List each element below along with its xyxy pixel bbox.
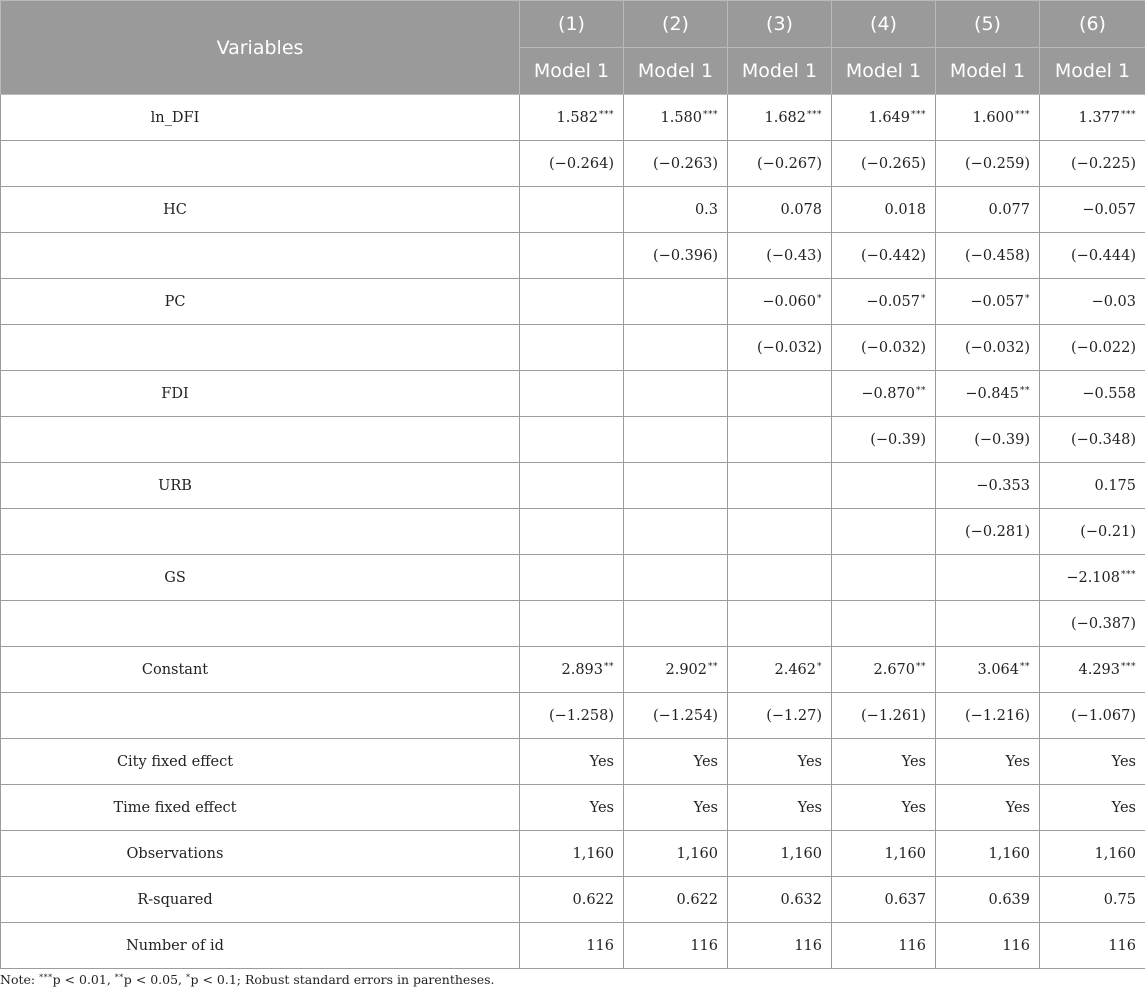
coefficient-cell xyxy=(728,417,832,463)
coefficient-cell xyxy=(728,693,832,739)
cell-value: 0.639 xyxy=(988,891,1030,908)
cell-value: (−1.261) xyxy=(861,707,926,724)
cell-value: −0.558 xyxy=(1082,385,1136,402)
cell-value: (−0.032) xyxy=(965,339,1030,356)
cell-value: 116 xyxy=(1002,937,1030,954)
coefficient-cell xyxy=(728,877,832,923)
coefficient-cell xyxy=(728,463,832,509)
significance-stars: ** xyxy=(1020,385,1030,396)
variable-label xyxy=(1,325,520,371)
coefficient-cell xyxy=(1040,141,1145,187)
cell-value: 0.078 xyxy=(780,201,822,218)
coefficient-cell xyxy=(1040,325,1145,371)
cell-value: 0.75 xyxy=(1103,891,1136,908)
coefficient-cell xyxy=(936,601,1040,647)
coefficient-cell xyxy=(832,417,936,463)
coefficient-cell xyxy=(936,233,1040,279)
coefficient-cell xyxy=(936,371,1040,417)
coefficient-cell xyxy=(520,601,624,647)
coefficient-cell xyxy=(936,555,1040,601)
coefficient-cell xyxy=(936,279,1040,325)
cell-value: 0.622 xyxy=(572,891,614,908)
table-row xyxy=(1,923,1145,969)
variable-label: GS xyxy=(1,555,520,601)
cell-value: 116 xyxy=(586,937,614,954)
significance-stars: *** xyxy=(1121,569,1136,580)
coefficient-cell xyxy=(624,233,728,279)
cell-value: (−0.39) xyxy=(870,431,926,448)
coefficient-cell xyxy=(624,279,728,325)
cell-value: −0.03 xyxy=(1091,293,1136,310)
coefficient-cell xyxy=(832,877,936,923)
column-number-header: (6) xyxy=(1040,1,1145,48)
column-number-header: (3) xyxy=(728,1,832,48)
cell-value: (−0.263) xyxy=(653,155,718,172)
coefficient-cell xyxy=(1040,785,1145,831)
cell-value: 116 xyxy=(690,937,718,954)
significance-stars: *** xyxy=(1015,109,1030,120)
header-row-columns xyxy=(1,1,1145,48)
coefficient-cell xyxy=(832,279,936,325)
cell-value: 0.175 xyxy=(1094,477,1136,494)
significance-stars: * xyxy=(817,293,822,304)
variable-label xyxy=(1,693,520,739)
cell-value: (−1.258) xyxy=(549,707,614,724)
significance-stars: *** xyxy=(599,109,614,120)
coefficient-cell xyxy=(936,923,1040,969)
table-row xyxy=(1,739,1145,785)
cell-value: Yes xyxy=(1005,753,1030,770)
coefficient-cell xyxy=(624,831,728,877)
table-row xyxy=(1,279,1145,325)
significance-stars: *** xyxy=(1121,109,1136,120)
coefficient-cell xyxy=(624,785,728,831)
cell-value: Yes xyxy=(901,753,926,770)
variable-label: HC xyxy=(1,187,520,233)
coefficient-cell xyxy=(1040,647,1145,693)
coefficient-cell xyxy=(936,509,1040,555)
variable-label: URB xyxy=(1,463,520,509)
column-number-header: (1) xyxy=(520,1,624,48)
cell-value: 1.682 xyxy=(764,109,806,126)
coefficient-cell xyxy=(936,95,1040,141)
coefficient-cell xyxy=(520,693,624,739)
variables-header: Variables xyxy=(1,1,520,95)
variable-label: ln_DFI xyxy=(1,95,520,141)
coefficient-cell xyxy=(520,371,624,417)
table-row xyxy=(1,877,1145,923)
coefficient-cell xyxy=(832,739,936,785)
coefficient-cell xyxy=(1040,279,1145,325)
coefficient-cell xyxy=(832,95,936,141)
cell-value: (−0.032) xyxy=(861,339,926,356)
cell-value: −0.057 xyxy=(1082,201,1136,218)
coefficient-cell xyxy=(520,647,624,693)
cell-value: (−0.264) xyxy=(549,155,614,172)
coefficient-cell xyxy=(936,877,1040,923)
coefficient-cell xyxy=(624,95,728,141)
coefficient-cell xyxy=(832,693,936,739)
coefficient-cell xyxy=(624,555,728,601)
coefficient-cell xyxy=(936,785,1040,831)
model-header: Model 1 xyxy=(936,48,1040,95)
cell-value: 2.893 xyxy=(561,661,603,678)
coefficient-cell xyxy=(1040,877,1145,923)
coefficient-cell xyxy=(1040,739,1145,785)
coefficient-cell xyxy=(520,877,624,923)
cell-value: (−0.444) xyxy=(1071,247,1136,264)
table-row xyxy=(1,187,1145,233)
table-row xyxy=(1,371,1145,417)
table-row xyxy=(1,325,1145,371)
variable-label: R-squared xyxy=(1,877,520,923)
table-row xyxy=(1,463,1145,509)
cell-value: −0.870 xyxy=(861,385,915,402)
coefficient-cell xyxy=(832,371,936,417)
coefficient-cell xyxy=(728,233,832,279)
coefficient-cell xyxy=(520,233,624,279)
variable-label: Constant xyxy=(1,647,520,693)
coefficient-cell xyxy=(624,463,728,509)
model-header: Model 1 xyxy=(728,48,832,95)
coefficient-cell xyxy=(936,417,1040,463)
table-row xyxy=(1,555,1145,601)
coefficient-cell xyxy=(624,417,728,463)
cell-value: (−1.27) xyxy=(766,707,822,724)
coefficient-cell xyxy=(1040,555,1145,601)
table-row xyxy=(1,785,1145,831)
significance-stars: *** xyxy=(703,109,718,120)
table-row xyxy=(1,647,1145,693)
coefficient-cell xyxy=(832,647,936,693)
cell-value: 0.018 xyxy=(884,201,926,218)
cell-value: 1,160 xyxy=(780,845,822,862)
coefficient-cell xyxy=(520,325,624,371)
variable-label: PC xyxy=(1,279,520,325)
coefficient-cell xyxy=(1040,417,1145,463)
coefficient-cell xyxy=(1040,831,1145,877)
coefficient-cell xyxy=(520,785,624,831)
cell-value: 1,160 xyxy=(676,845,718,862)
significance-stars: ** xyxy=(708,661,718,672)
cell-value: Yes xyxy=(797,799,822,816)
coefficient-cell xyxy=(728,371,832,417)
coefficient-cell xyxy=(728,187,832,233)
cell-value: Yes xyxy=(589,753,614,770)
table-row xyxy=(1,141,1145,187)
table-row xyxy=(1,233,1145,279)
coefficient-cell xyxy=(1040,371,1145,417)
variable-label xyxy=(1,417,520,463)
cell-value: 1.649 xyxy=(868,109,910,126)
cell-value: −0.057 xyxy=(970,293,1024,310)
cell-value: (−0.259) xyxy=(965,155,1030,172)
cell-value: Yes xyxy=(1111,799,1136,816)
variable-label xyxy=(1,601,520,647)
coefficient-cell xyxy=(728,95,832,141)
coefficient-cell xyxy=(1040,693,1145,739)
coefficient-cell xyxy=(1040,601,1145,647)
significance-marker: * xyxy=(185,973,191,982)
table-row xyxy=(1,693,1145,739)
significance-stars: ** xyxy=(1020,661,1030,672)
cell-value: −0.057 xyxy=(866,293,920,310)
cell-value: 0.637 xyxy=(884,891,926,908)
coefficient-cell xyxy=(1040,463,1145,509)
note-text: p < 0.1; Robust standard errors in parentheses. xyxy=(190,972,495,987)
cell-value: −0.353 xyxy=(976,477,1030,494)
variable-label xyxy=(1,509,520,555)
variable-label: FDI xyxy=(1,371,520,417)
coefficient-cell xyxy=(624,371,728,417)
note-text: p < 0.05, xyxy=(123,972,186,987)
coefficient-cell xyxy=(728,141,832,187)
coefficient-cell xyxy=(728,279,832,325)
table-row xyxy=(1,831,1145,877)
variable-label xyxy=(1,141,520,187)
cell-value: (−0.387) xyxy=(1071,615,1136,632)
column-number-header: (2) xyxy=(624,1,728,48)
significance-stars: *** xyxy=(1121,661,1136,672)
coefficient-cell xyxy=(1040,509,1145,555)
column-number-header: (5) xyxy=(936,1,1040,48)
coefficient-cell xyxy=(936,187,1040,233)
cell-value: 2.670 xyxy=(873,661,915,678)
table-body xyxy=(1,95,1145,969)
coefficient-cell xyxy=(832,509,936,555)
note-text: p < 0.01, xyxy=(52,972,115,987)
cell-value: Yes xyxy=(1005,799,1030,816)
cell-value: 116 xyxy=(898,937,926,954)
cell-value: 116 xyxy=(1108,937,1136,954)
significance-stars: * xyxy=(921,293,926,304)
coefficient-cell xyxy=(728,555,832,601)
model-header: Model 1 xyxy=(1040,48,1145,95)
cell-value: (−1.216) xyxy=(965,707,1030,724)
cell-value: (−0.265) xyxy=(861,155,926,172)
significance-marker: ** xyxy=(114,973,124,982)
note-prefix: Note: xyxy=(0,972,40,987)
cell-value: 1.600 xyxy=(972,109,1014,126)
table-row xyxy=(1,509,1145,555)
coefficient-cell xyxy=(728,601,832,647)
coefficient-cell xyxy=(624,647,728,693)
variable-label: City fixed effect xyxy=(1,739,520,785)
model-header: Model 1 xyxy=(624,48,728,95)
cell-value: 1.580 xyxy=(660,109,702,126)
cell-value: 2.902 xyxy=(665,661,707,678)
coefficient-cell xyxy=(520,95,624,141)
cell-value: (−0.032) xyxy=(757,339,822,356)
variable-label: Number of id xyxy=(1,923,520,969)
cell-value: Yes xyxy=(797,753,822,770)
cell-value: Yes xyxy=(1111,753,1136,770)
cell-value: Yes xyxy=(901,799,926,816)
model-header: Model 1 xyxy=(520,48,624,95)
cell-value: 0.077 xyxy=(988,201,1030,218)
cell-value: (−1.067) xyxy=(1071,707,1136,724)
coefficient-cell xyxy=(520,417,624,463)
coefficient-cell xyxy=(728,509,832,555)
coefficient-cell xyxy=(1040,233,1145,279)
coefficient-cell xyxy=(832,831,936,877)
coefficient-cell xyxy=(728,923,832,969)
cell-value: (−0.43) xyxy=(766,247,822,264)
significance-stars: * xyxy=(1025,293,1030,304)
coefficient-cell xyxy=(520,509,624,555)
coefficient-cell xyxy=(624,739,728,785)
cell-value: (−1.254) xyxy=(653,707,718,724)
significance-stars: * xyxy=(817,661,822,672)
coefficient-cell xyxy=(832,141,936,187)
table-row xyxy=(1,417,1145,463)
cell-value: 2.462 xyxy=(774,661,816,678)
table-header xyxy=(1,1,1145,95)
coefficient-cell xyxy=(624,141,728,187)
coefficient-cell xyxy=(728,785,832,831)
coefficient-cell xyxy=(520,923,624,969)
cell-value: Yes xyxy=(693,799,718,816)
cell-value: (−0.225) xyxy=(1071,155,1136,172)
coefficient-cell xyxy=(936,831,1040,877)
coefficient-cell xyxy=(520,279,624,325)
table-note xyxy=(0,972,495,987)
coefficient-cell xyxy=(1040,95,1145,141)
cell-value: 1,160 xyxy=(884,845,926,862)
coefficient-cell xyxy=(728,831,832,877)
coefficient-cell xyxy=(520,141,624,187)
coefficient-cell xyxy=(728,739,832,785)
coefficient-cell xyxy=(624,877,728,923)
cell-value: (−0.281) xyxy=(965,523,1030,540)
significance-stars: *** xyxy=(911,109,926,120)
coefficient-cell xyxy=(832,601,936,647)
cell-value: 0.3 xyxy=(694,201,718,218)
variable-label: Observations xyxy=(1,831,520,877)
significance-stars: *** xyxy=(807,109,822,120)
coefficient-cell xyxy=(520,831,624,877)
coefficient-cell xyxy=(936,325,1040,371)
coefficient-cell xyxy=(624,923,728,969)
significance-stars: ** xyxy=(916,385,926,396)
model-header: Model 1 xyxy=(832,48,936,95)
coefficient-cell xyxy=(624,693,728,739)
coefficient-cell xyxy=(1040,187,1145,233)
coefficient-cell xyxy=(520,739,624,785)
cell-value: (−0.39) xyxy=(974,431,1030,448)
coefficient-cell xyxy=(520,187,624,233)
coefficient-cell xyxy=(624,187,728,233)
coefficient-cell xyxy=(624,509,728,555)
coefficient-cell xyxy=(520,555,624,601)
coefficient-cell xyxy=(624,325,728,371)
coefficient-cell xyxy=(936,141,1040,187)
coefficient-cell xyxy=(624,601,728,647)
coefficient-cell xyxy=(1040,923,1145,969)
significance-marker: *** xyxy=(39,973,53,982)
cell-value: (−0.348) xyxy=(1071,431,1136,448)
cell-value: −0.845 xyxy=(965,385,1019,402)
cell-value: (−0.21) xyxy=(1080,523,1136,540)
cell-value: 1.377 xyxy=(1078,109,1120,126)
cell-value: 3.064 xyxy=(977,661,1019,678)
variable-label: Time fixed effect xyxy=(1,785,520,831)
cell-value: 4.293 xyxy=(1078,661,1120,678)
cell-value: 1.582 xyxy=(556,109,598,126)
coefficient-cell xyxy=(832,555,936,601)
coefficient-cell xyxy=(832,463,936,509)
cell-value: −2.108 xyxy=(1066,569,1120,586)
cell-value: (−0.396) xyxy=(653,247,718,264)
coefficient-cell xyxy=(936,647,1040,693)
table-row xyxy=(1,601,1145,647)
coefficient-cell xyxy=(832,923,936,969)
cell-value: Yes xyxy=(693,753,718,770)
coefficient-cell xyxy=(728,325,832,371)
cell-value: 1,160 xyxy=(1094,845,1136,862)
cell-value: 0.632 xyxy=(780,891,822,908)
table-row xyxy=(1,95,1145,141)
cell-value: (−0.442) xyxy=(861,247,926,264)
variable-label xyxy=(1,233,520,279)
cell-value: 1,160 xyxy=(988,845,1030,862)
column-number-header: (4) xyxy=(832,1,936,48)
cell-value: 1,160 xyxy=(572,845,614,862)
cell-value: 0.622 xyxy=(676,891,718,908)
coefficient-cell xyxy=(832,233,936,279)
cell-value: (−0.267) xyxy=(757,155,822,172)
cell-value: (−0.022) xyxy=(1071,339,1136,356)
significance-stars: ** xyxy=(916,661,926,672)
coefficient-cell xyxy=(520,463,624,509)
cell-value: Yes xyxy=(589,799,614,816)
cell-value: (−0.458) xyxy=(965,247,1030,264)
cell-value: −0.060 xyxy=(762,293,816,310)
coefficient-cell xyxy=(936,463,1040,509)
coefficient-cell xyxy=(832,785,936,831)
coefficient-cell xyxy=(936,739,1040,785)
cell-value: 116 xyxy=(794,937,822,954)
coefficient-cell xyxy=(832,187,936,233)
coefficient-cell xyxy=(832,325,936,371)
coefficient-cell xyxy=(936,693,1040,739)
significance-stars: ** xyxy=(604,661,614,672)
coefficient-cell xyxy=(728,647,832,693)
